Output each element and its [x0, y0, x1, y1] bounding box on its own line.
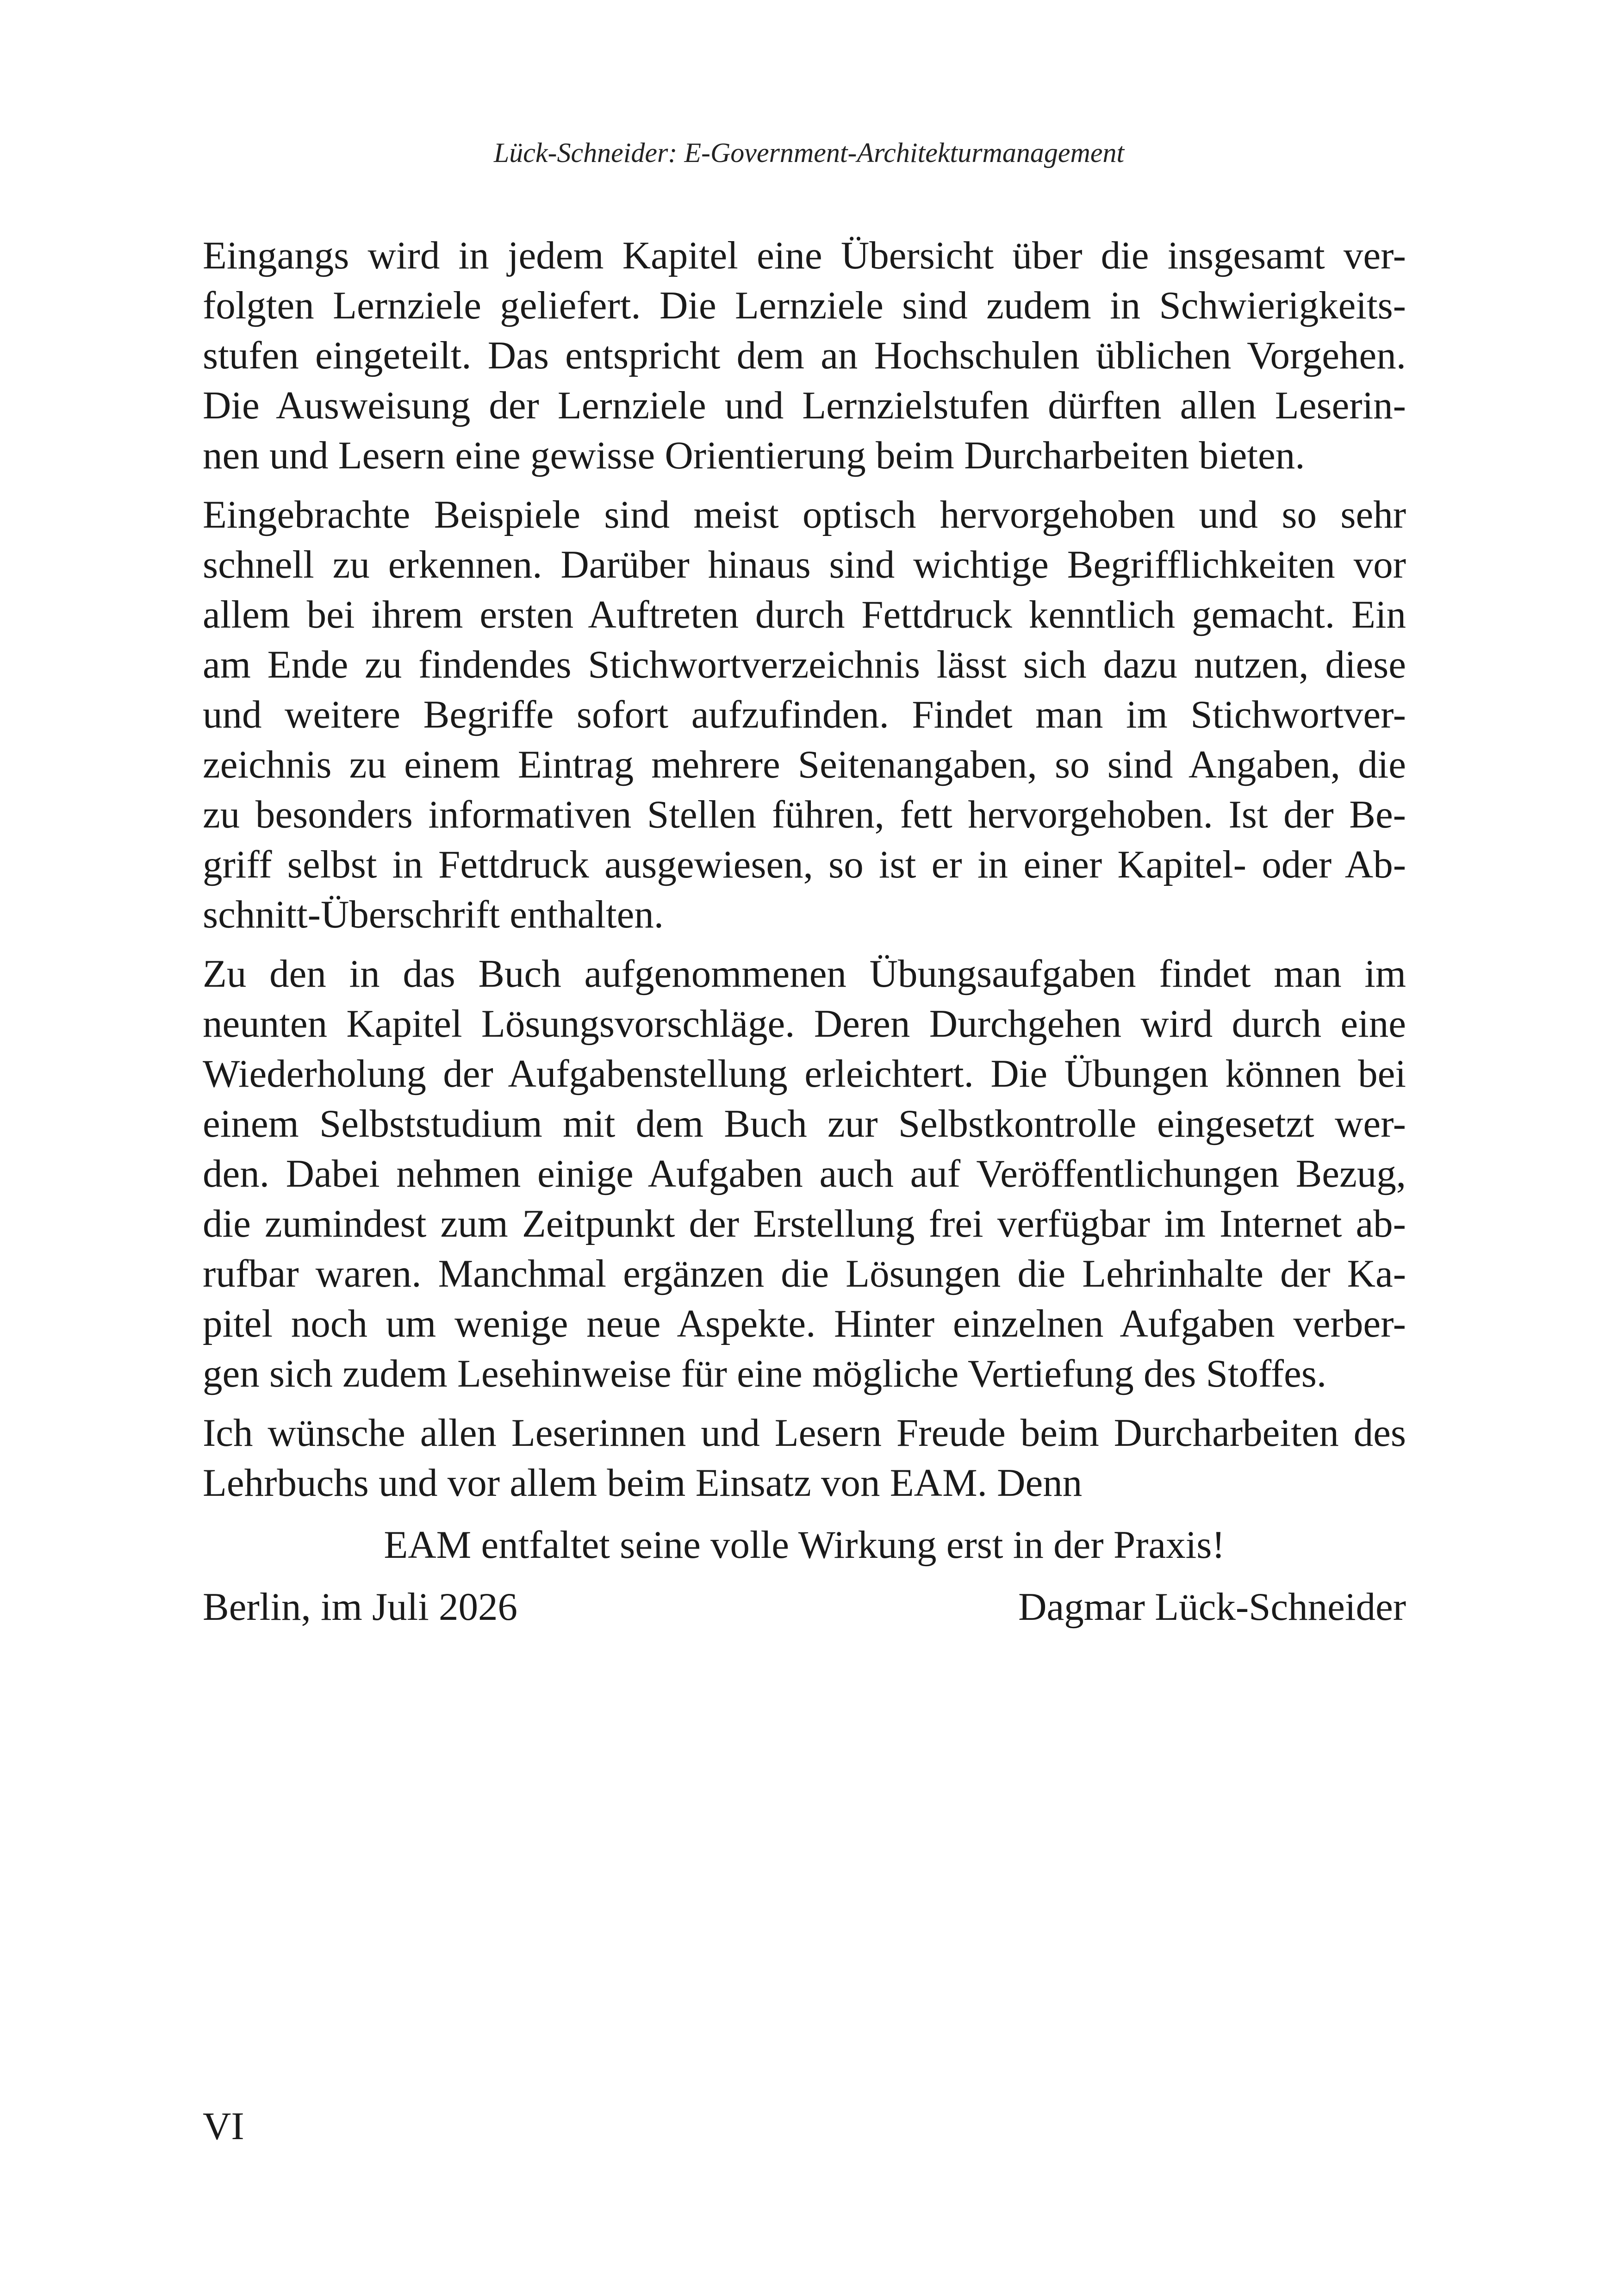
text-line: schnitt-Überschrift enthalten.	[203, 893, 664, 936]
page-number: VI	[203, 2104, 244, 2148]
text-line: und weitere Begriffe sofort aufzufinden. Findet man im Stichwortver-	[203, 693, 1406, 736]
text-line: rufbar waren. Manchmal ergänzen die Lösungen die Lehrinhalte der Ka-	[203, 1252, 1406, 1295]
paragraph-examples	[203, 490, 1406, 940]
paragraph-spacer	[203, 480, 1406, 490]
text-line: gen sich zudem Lesehinweise für eine mögliche Vertiefung des Stoffes.	[203, 1352, 1327, 1395]
paragraph-spacer	[203, 1399, 1406, 1408]
text-line: Eingebrachte Beispiele sind meist optisch hervorgehoben und so sehr	[203, 493, 1406, 536]
text-line: Wiederholung der Aufgabenstellung erleichtert. Die Übungen können bei	[203, 1052, 1406, 1095]
paragraph-exercises	[203, 949, 1406, 1399]
text-line: stufen eingeteilt. Das entspricht dem an Hochschulen üblichen Vorgehen.	[203, 334, 1406, 377]
text-line: einem Selbststudium mit dem Buch zur Selbstkontrolle eingesetzt wer-	[203, 1102, 1406, 1145]
running-header: Lück-Schneider: E-Government-Architekturmanagement	[493, 137, 1125, 168]
paragraph-learning-goals	[203, 230, 1406, 480]
text-line: pitel noch um wenige neue Aspekte. Hinter einzelnen Aufgaben verber-	[203, 1302, 1406, 1345]
signoff	[203, 1582, 1406, 1632]
text-line: zeichnis zu einem Eintrag mehrere Seitenangaben, so sind Angaben, die	[203, 743, 1406, 786]
text-line: neunten Kapitel Lösungsvorschläge. Deren Durchgehen wird durch eine	[203, 1002, 1406, 1045]
text-line: schnell zu erkennen. Darüber hinaus sind wichtige Begrifflichkeiten vor	[203, 543, 1406, 586]
author-name: Dagmar Lück-Schneider	[1018, 1585, 1406, 1629]
signoff-spacer	[203, 1570, 1406, 1582]
text-line: folgten Lernziele geliefert. Die Lernziele sind zudem in Schwierigkeits-	[203, 284, 1406, 327]
body-text	[203, 230, 1406, 1632]
paragraph-closing	[203, 1408, 1406, 1508]
text-line: allem bei ihrem ersten Auftreten durch Fettdruck kenntlich gemacht. Ein	[203, 593, 1406, 636]
text-line: Ich wünsche allen Leserinnen und Lesern Freude beim Durcharbeiten des	[203, 1411, 1406, 1455]
motto: EAM entfaltet seine volle Wirkung erst in der Praxis!	[384, 1523, 1225, 1567]
paragraph-spacer	[203, 940, 1406, 949]
text-line: Zu den in das Buch aufgenommenen Übungsaufgaben findet man im	[203, 952, 1406, 996]
text-line: Lehrbuchs und vor allem beim Einsatz von EAM. Denn	[203, 1461, 1083, 1505]
text-line: den. Dabei nehmen einige Aufgaben auch auf Veröffentlichungen Bezug,	[203, 1152, 1406, 1195]
text-line: Die Ausweisung der Lernziele und Lernzielstufen dürften allen Leserin-	[203, 384, 1406, 427]
text-line: am Ende zu findendes Stichwortverzeichnis lässt sich dazu nutzen, diese	[203, 643, 1406, 686]
text-line: griff selbst in Fettdruck ausgewiesen, so ist er in einer Kapitel- oder Ab-	[203, 843, 1406, 886]
text-line: die zumindest zum Zeitpunkt der Erstellung frei verfügbar im Internet ab-	[203, 1202, 1406, 1245]
text-line: nen und Lesern eine gewisse Orientierung beim Durcharbeiten bieten.	[203, 434, 1305, 477]
motto-spacer	[203, 1508, 1406, 1520]
text-line: Eingangs wird in jedem Kapitel eine Übersicht über die insgesamt ver-	[203, 234, 1406, 277]
place-date: Berlin, im Juli 2026	[203, 1585, 517, 1629]
text-line: zu besonders informativen Stellen führen, fett hervorgehoben. Ist der Be-	[203, 793, 1406, 836]
